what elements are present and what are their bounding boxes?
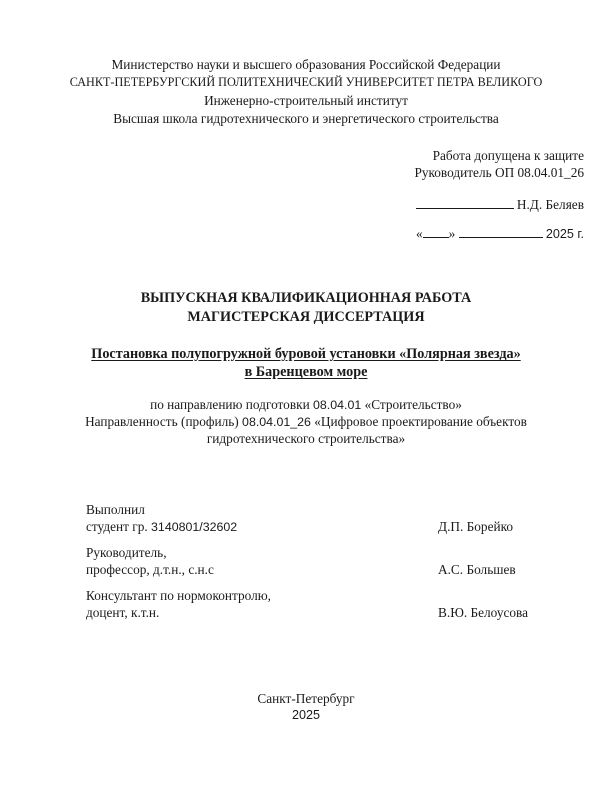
supervisor-role-line1: Руководитель, bbox=[86, 545, 167, 560]
profile-label: Направленность (профиль) bbox=[85, 414, 243, 429]
profile-code: 08.04.01_26 bbox=[242, 415, 311, 429]
approval-program-code: 08.04.01_26 bbox=[517, 165, 584, 180]
thesis-topic-line1: Постановка полупогружной буровой установки «Полярная звезда» bbox=[91, 346, 521, 362]
direction-line3: гидротехнического строительства» bbox=[206, 431, 406, 446]
approval-program-head bbox=[414, 166, 584, 179]
date-year: 2025 г. bbox=[545, 227, 584, 241]
student-name: Д.П. Борейко bbox=[438, 519, 514, 534]
thesis-topic-line2: в Баренцевом море bbox=[244, 364, 368, 380]
student-role-line1: Выполнил bbox=[86, 502, 145, 517]
student-role-line2 bbox=[86, 520, 237, 533]
work-type-line1: ВЫПУСКНАЯ КВАЛИФИКАЦИОННАЯ РАБОТА bbox=[140, 290, 472, 306]
consultant-role-line2: доцент, к.т.н. bbox=[86, 605, 160, 620]
consultant-role-line1: Консультант по нормоконтролю, bbox=[86, 588, 271, 603]
date-close-quote: » bbox=[448, 226, 456, 241]
approval-date-line bbox=[416, 227, 584, 241]
school-heading: Высшая школа гидротехнического и энергетического строительства bbox=[113, 111, 499, 126]
direction-line1 bbox=[0, 398, 612, 411]
approval-program-head-label: Руководитель ОП bbox=[414, 165, 518, 180]
signature-blank bbox=[416, 207, 514, 209]
university-heading: САНКТ-ПЕТЕРБУРГСКИЙ ПОЛИТЕХНИЧЕСКИЙ УНИВЕРСИТЕТ ПЕТРА ВЕЛИКОГО bbox=[69, 75, 543, 89]
student-group-label: студент гр. bbox=[86, 519, 152, 534]
date-open-quote: « bbox=[415, 226, 423, 241]
supervisor-role-line2: профессор, д.т.н., с.н.с bbox=[86, 562, 214, 577]
institute-heading: Инженерно-строительный институт bbox=[204, 93, 408, 108]
approval-admitted-text: Работа допущена к защите bbox=[432, 148, 584, 163]
date-month-blank bbox=[459, 236, 543, 238]
footer-city: Санкт-Петербург bbox=[257, 691, 355, 706]
approval-supervisor-name: Н.Д. Беляев bbox=[516, 197, 584, 212]
direction-code: 08.04.01 bbox=[313, 398, 362, 412]
direction-line2 bbox=[0, 415, 612, 428]
approval-signature-line bbox=[416, 198, 584, 211]
supervisor-name: А.С. Большев bbox=[438, 562, 516, 577]
ministry-heading: Министерство науки и высшего образования Российской Федерации bbox=[111, 57, 501, 72]
profile-name: «Цифровое проектирование объектов bbox=[310, 414, 527, 429]
student-group-code: 3140801/32602 bbox=[151, 520, 238, 534]
date-day-blank bbox=[423, 236, 449, 238]
work-type-line2: МАГИСТЕРСКАЯ ДИССЕРТАЦИЯ bbox=[187, 309, 425, 325]
footer-year: 2025 bbox=[291, 708, 321, 722]
direction-label: по направлению подготовки bbox=[150, 397, 314, 412]
consultant-name: В.Ю. Белоусова bbox=[438, 605, 529, 620]
direction-name: «Строительство» bbox=[361, 397, 462, 412]
